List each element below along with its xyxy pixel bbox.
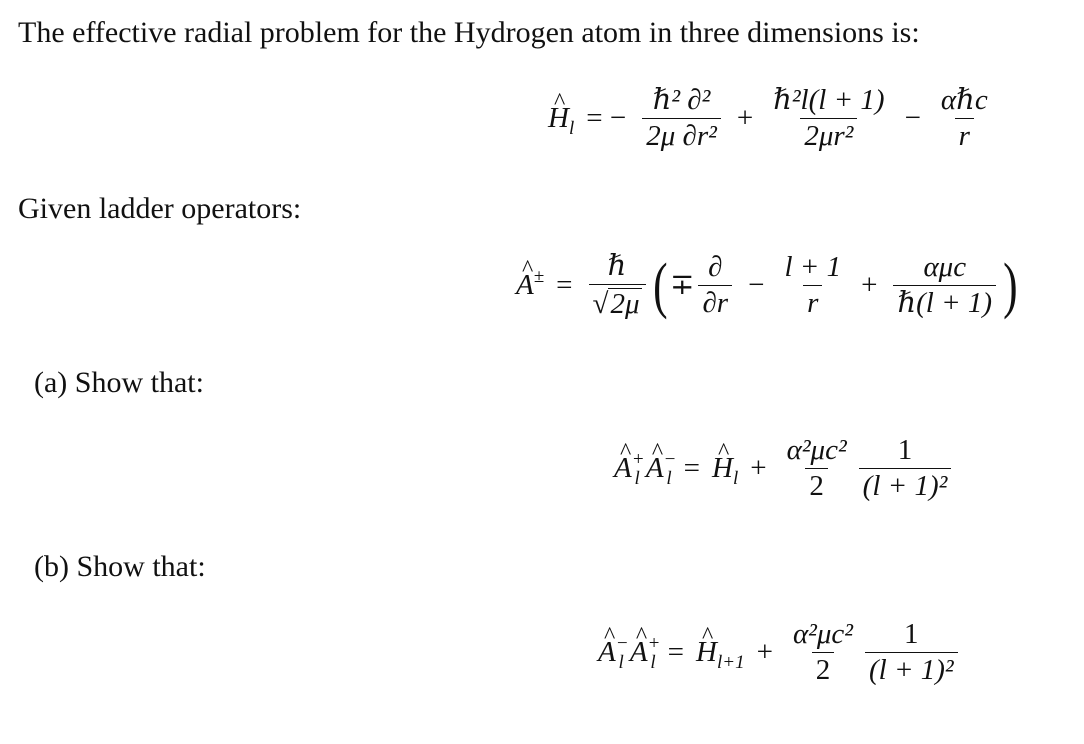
hamiltonian-symbol: ^ $H_l$ [548, 104, 574, 133]
coulomb-ladder-term: $\frac{\text{αμc}}{\text{ℏ(l + 1)}}$ [893, 253, 996, 318]
kinetic-term: $\frac{\text{ℏ² ∂²}}{\text{2μ ∂r²}}$ [642, 86, 721, 151]
centrifugal-term: $\frac{\text{ℏ²l(l + 1)}}{\text{2μr²}}$ [773, 84, 885, 152]
prefactor: ℏ √ 2μ [589, 252, 646, 319]
part-b-equation: ^ $A^-_l$ ^ $A^+_l$ = ^ $H_{l+1}$ + $\frac{\text{α²μc²}}{2}$ $\frac{1}{\text{(l + 1)²}}$ [598, 620, 962, 685]
derivative-term: $\frac{\partial}{\partial r}$ [698, 253, 732, 318]
part-b-label: (b) Show that: [34, 550, 206, 583]
ladder-text: Given ladder operators: [18, 192, 302, 225]
part-a-equation: ^ $A^+_l$ ^ $A^-_l$ = ^ $H_l$ + $\frac{\text{α²μc²}}{2}$ $\frac{1}{\text{(l + 1)²}}$ [614, 436, 955, 501]
hamiltonian-equation: ^ $H_l$ = − $\frac{\text{ℏ² ∂²}}{\text{2μ ∂r²}}$ + $\frac{\text{ℏ²l(l + 1)}}{\text{2μr²}}$ − $\frac{\text{αℏc}}{r}$ [548, 86, 996, 151]
ladder-operator-symbol: ^ A± [516, 271, 544, 300]
angular-term: $\frac{l + 1}{r}$ [784, 251, 842, 319]
ladder-operator-equation: ^ A± = ℏ √ 2μ ( ∓ $\frac{\partial}{\partial r}$ − $\frac{l + 1}{r}$ + $\frac{\text{αμc}}{\text{ℏ(l + 1)}}$ ) [516, 252, 1021, 319]
coulomb-term: $\frac{\text{αℏc}}{r}$ [940, 84, 988, 152]
intro-text: The effective radial problem for the Hydrogen atom in three dimensions is: [18, 16, 920, 49]
part-a-label: (a) Show that: [34, 366, 204, 399]
